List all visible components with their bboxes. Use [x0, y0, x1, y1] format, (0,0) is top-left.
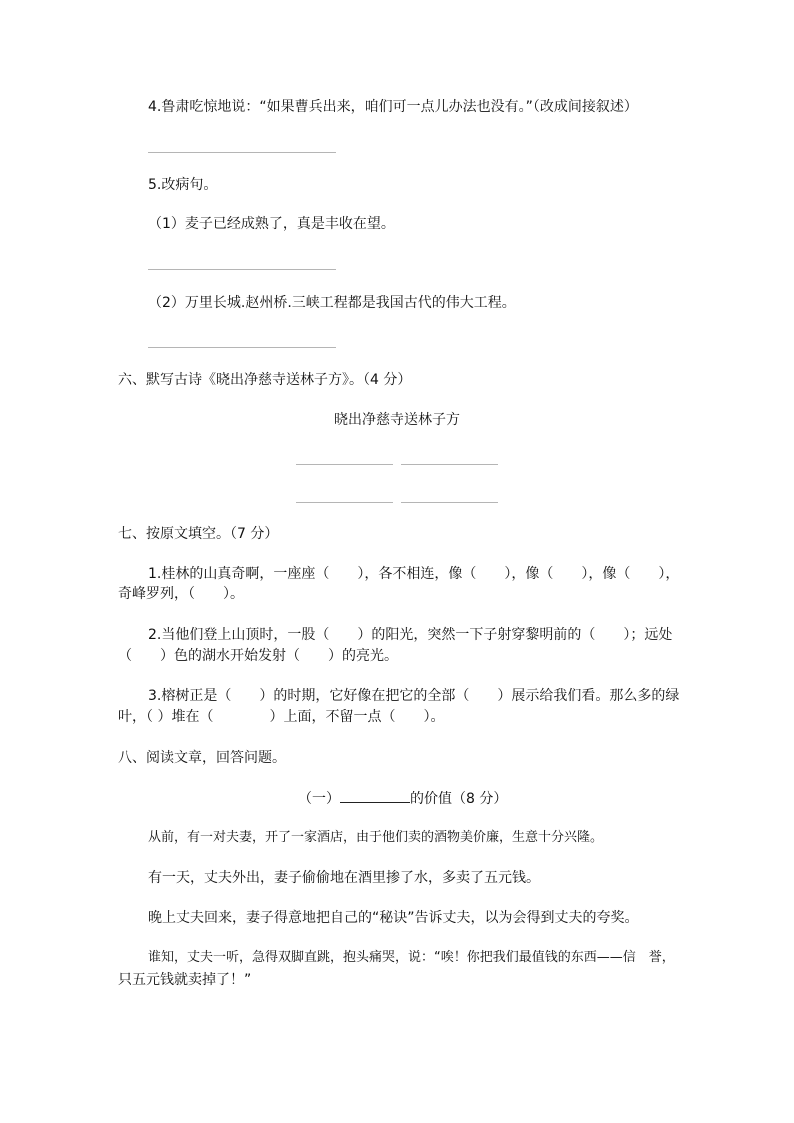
- poem-title: 晓出净慈寺送林子方: [334, 412, 460, 428]
- s7-q2-line2: （ ）色的湖水开始发射（ ）的亮光。: [118, 648, 398, 664]
- passage-paragraph-2: 有一天，丈夫外出，妻子偷偷地在酒里掺了水，多卖了五元钱。: [148, 870, 540, 886]
- section-7-heading: 七、按原文填空。（7 分）: [118, 526, 279, 542]
- poem-line-1b[interactable]: [401, 464, 498, 465]
- section-6-heading: 六、默写古诗《晓出净慈寺送林子方》。（4 分）: [118, 372, 412, 388]
- s7-q1-line2: 奇峰罗列，（ ）。: [118, 586, 244, 602]
- s7-q1-line1: 1.桂林的山真奇啊，一座座（ ），各不相连，像（ ），像（ ），像（ ），: [148, 566, 680, 582]
- answer-line-q5-2[interactable]: [148, 347, 336, 348]
- passage-paragraph-3: 晚上丈夫回来，妻子得意地把自己的“秘诀”告诉丈夫，以为会得到丈夫的夸奖。: [148, 910, 639, 926]
- passage-title-prefix: （一）: [298, 791, 340, 807]
- passage-paragraph-4-line1: 谁知，丈夫一听，急得双脚直跳，抱头痛哭，说：“唉！你把我们最值钱的东西——信 誉，: [148, 950, 675, 965]
- passage-title-blank[interactable]: [340, 788, 410, 803]
- poem-line-2a[interactable]: [296, 502, 393, 503]
- q5-text: 5.改病句。: [148, 177, 218, 193]
- answer-line-q5-1[interactable]: [148, 269, 336, 270]
- s7-q3-line1: 3.榕树正是（ ）的时期，它好像在把它的全部（ ）展示给我们看。那么多的绿: [148, 688, 680, 704]
- passage-paragraph-1: 从前，有一对夫妻，开了一家酒店，由于他们卖的酒物美价廉，生意十分兴隆。: [148, 830, 604, 845]
- s7-q2-line1: 2.当他们登上山顶时，一股（ ）的阳光，突然一下子射穿黎明前的（ ）；远处: [148, 627, 673, 643]
- section-8-heading: 八、阅读文章，回答问题。: [118, 750, 286, 766]
- q5-2-text: （2）万里长城.赵州桥.三峡工程都是我国古代的伟大工程。: [148, 295, 516, 311]
- passage-title-suffix: 的价值（8 分）: [410, 791, 508, 807]
- q4-text: 4.鲁肃吃惊地说：“如果曹兵出来，咱们可一点儿办法也没有。”（改成间接叙述）: [148, 99, 638, 115]
- answer-line-q4[interactable]: [148, 152, 336, 153]
- s7-q3-line2: 叶，（ ）堆在（ ）上面，不留一点（ ）。: [118, 709, 445, 725]
- passage-paragraph-4-line2: 只五元钱就卖掉了！”: [118, 972, 252, 988]
- poem-line-2b[interactable]: [401, 502, 498, 503]
- poem-line-1a[interactable]: [296, 464, 393, 465]
- passage-title: [298, 788, 507, 809]
- q5-1-text: （1）麦子已经成熟了，真是丰收在望。: [148, 216, 395, 232]
